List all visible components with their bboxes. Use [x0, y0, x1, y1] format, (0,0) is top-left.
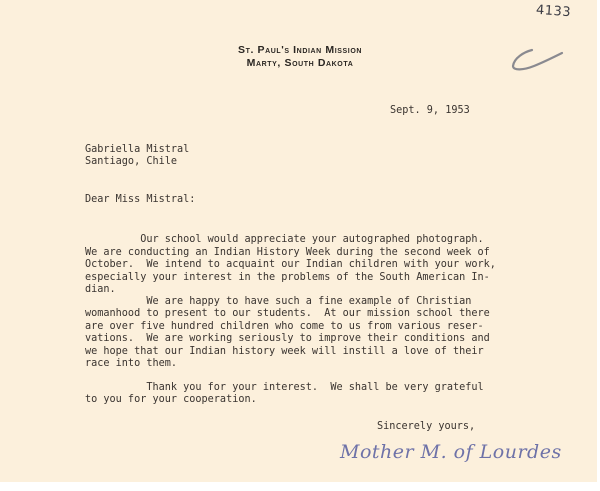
check-mark-icon: [510, 44, 566, 74]
recipient-address: [85, 144, 189, 169]
paragraph-line: to you for your cooperation.: [85, 394, 257, 406]
paragraph-line: Thank you for your interest. We shall be very grateful: [85, 382, 484, 393]
recipient-name: Gabriella Mistral: [85, 144, 190, 155]
paragraph-line: vations. We are working seriously to improve their conditions and: [85, 333, 490, 345]
paragraph-2: [85, 296, 490, 370]
closing: Sincerely yours,: [377, 421, 476, 432]
letterhead-location: Marty, South Dakota: [246, 57, 354, 69]
paragraph-1: [85, 222, 496, 296]
letter-date: Sept. 9, 1953: [390, 105, 470, 116]
paragraph-line: womanhood to present to our students. At our mission school there: [85, 308, 490, 320]
paragraph-line: Our school would appreciate your autographed photograph.: [85, 234, 484, 246]
paragraph-3: [85, 382, 484, 407]
paragraph-line: We are conducting an Indian History Week during the second week of: [85, 246, 490, 258]
handwritten-signature: [338, 432, 588, 472]
paragraph-line: October. We intend to acquaint our Indian children with your work,: [85, 259, 496, 271]
salutation: Dear Miss Mistral:: [85, 194, 196, 205]
recipient-place: Santiago, Chile: [85, 156, 178, 168]
archive-number: 4133: [535, 2, 572, 21]
paragraph-line: dian.: [85, 284, 116, 296]
paragraph-line: race into them.: [85, 358, 178, 370]
paragraph-line: We are happy to have such a fine example of Christian: [85, 296, 472, 307]
letterhead-mission-name: St. Paul's Indian Mission: [237, 44, 363, 56]
signature-text: Mother M. of Lourdes: [340, 441, 562, 463]
paragraph-line: we hope that our Indian history week will instill a love of their: [85, 345, 484, 357]
paragraph-line: are over five hundred children who come to us from various reser-: [85, 320, 484, 332]
paragraph-line: especially your interest in the problems of the South American In-: [85, 271, 490, 283]
